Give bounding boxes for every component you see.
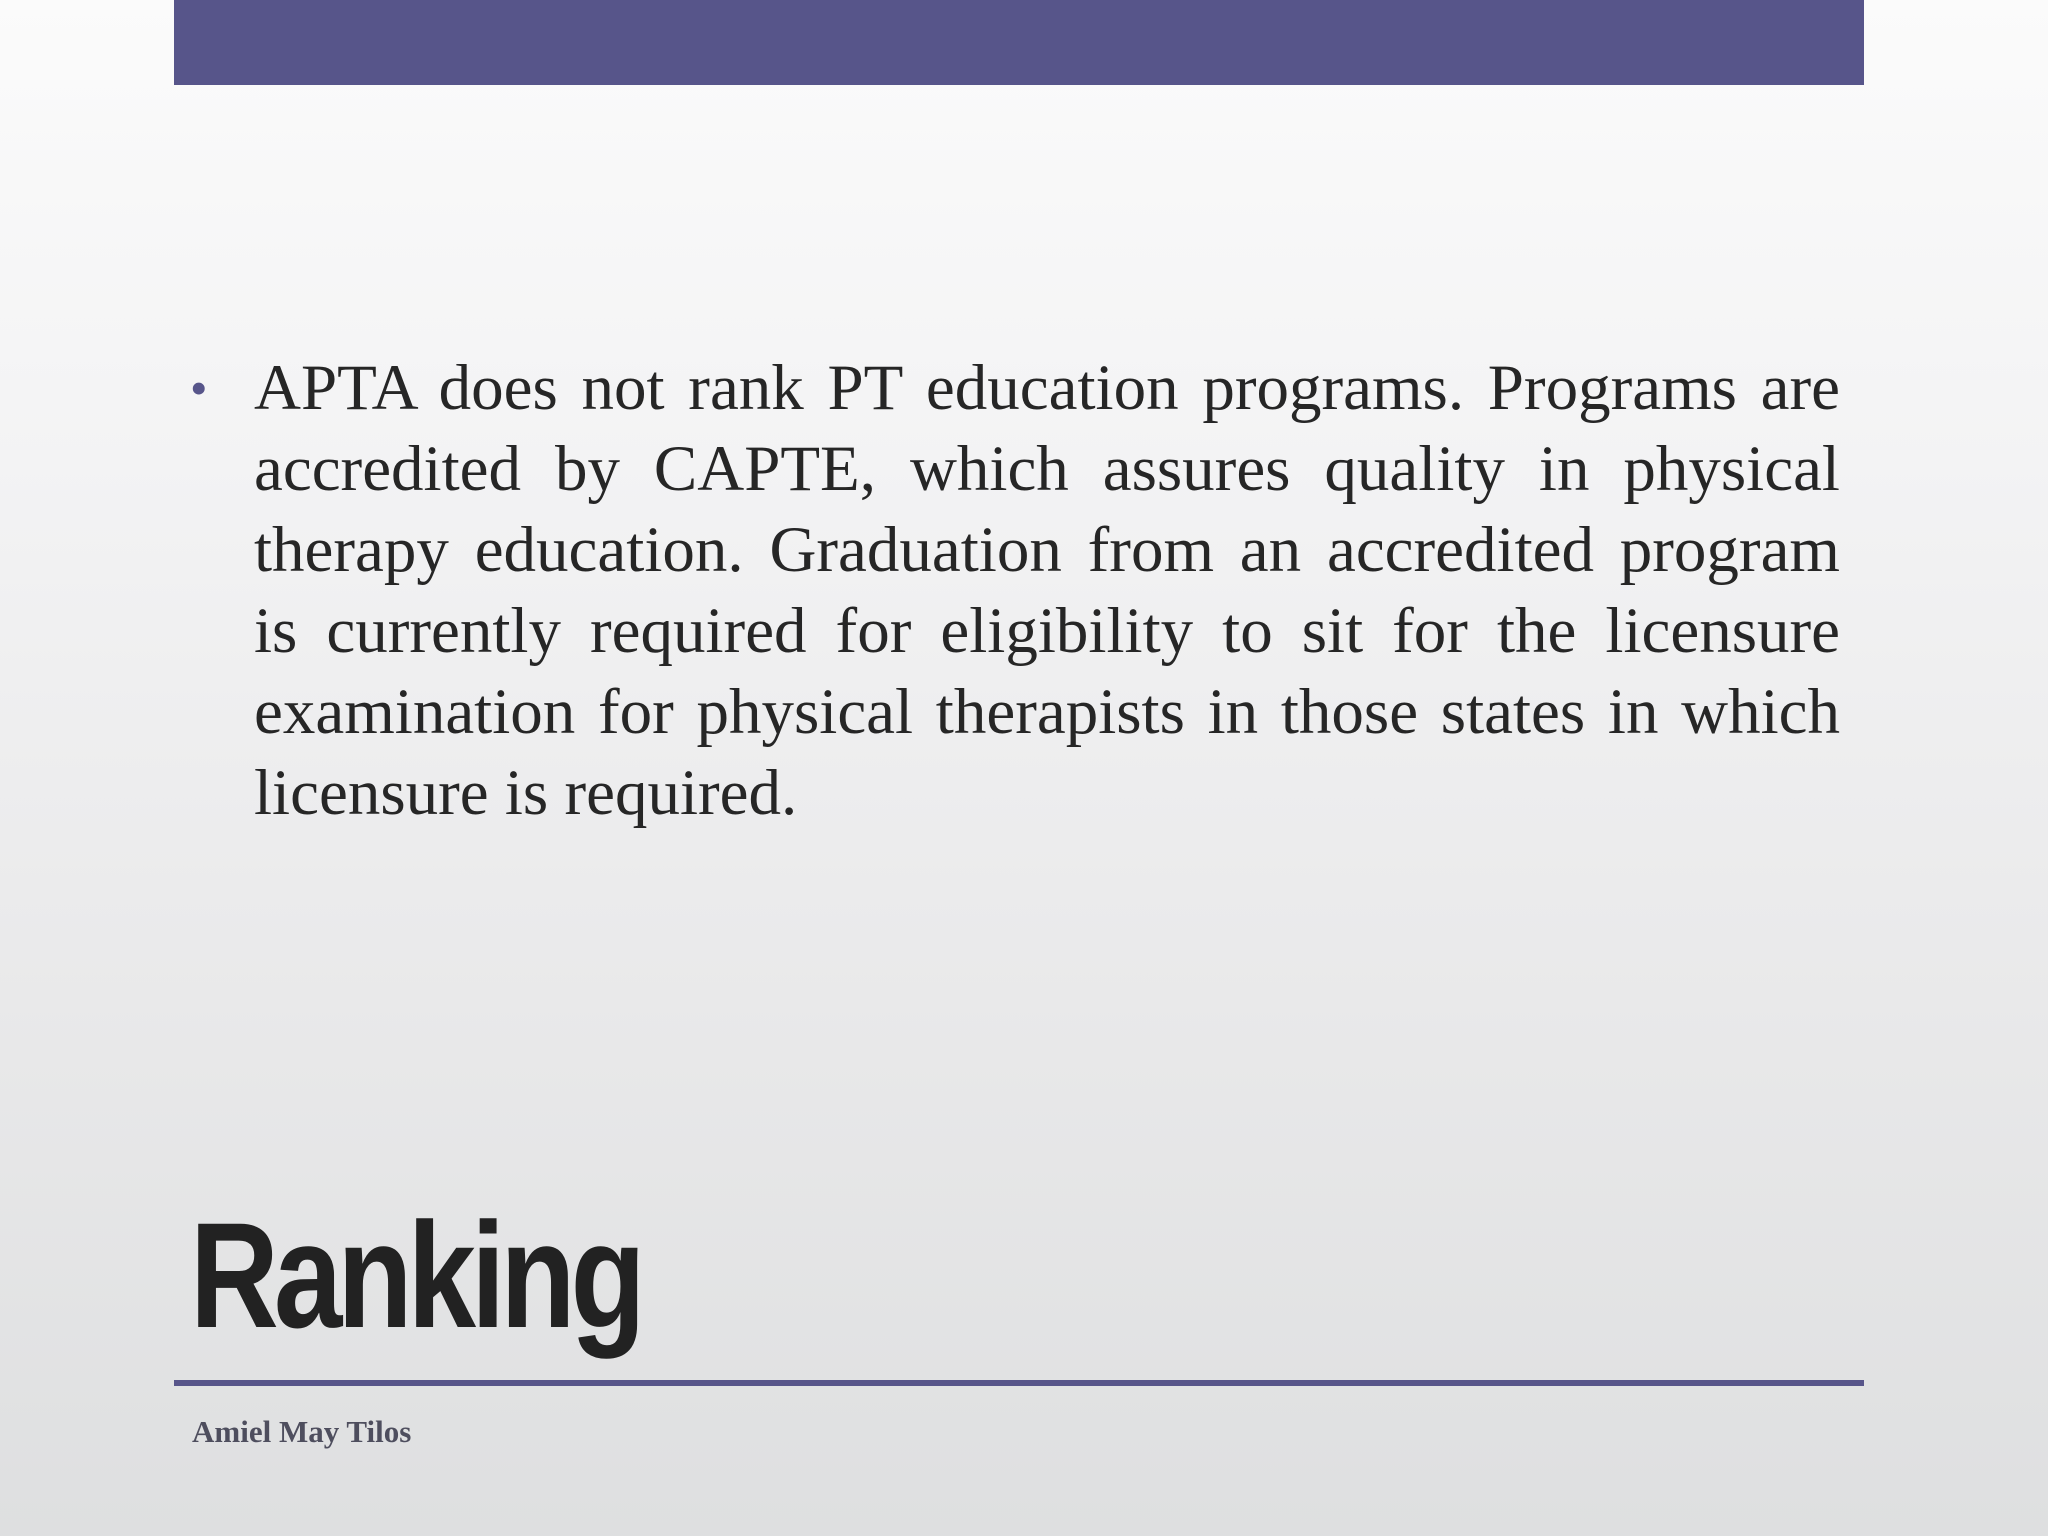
slide-title: Ranking: [190, 1191, 641, 1359]
footer-author: Amiel May Tilos: [192, 1414, 412, 1449]
bullet-text: APTA does not rank PT education programs. Programs are accredited by CAPTE, which assures quality in physical therapy education. Graduation from an accredited program is currently required for eligibility to sit for the licensure examination for physical therapists in those states in which licensure is required.: [254, 352, 1840, 829]
bullet-icon: •: [190, 360, 208, 416]
top-accent-bar: [174, 0, 1864, 85]
bullet-item: [190, 348, 1840, 834]
title-underline: [174, 1380, 1864, 1386]
slide-body: [190, 348, 1840, 834]
